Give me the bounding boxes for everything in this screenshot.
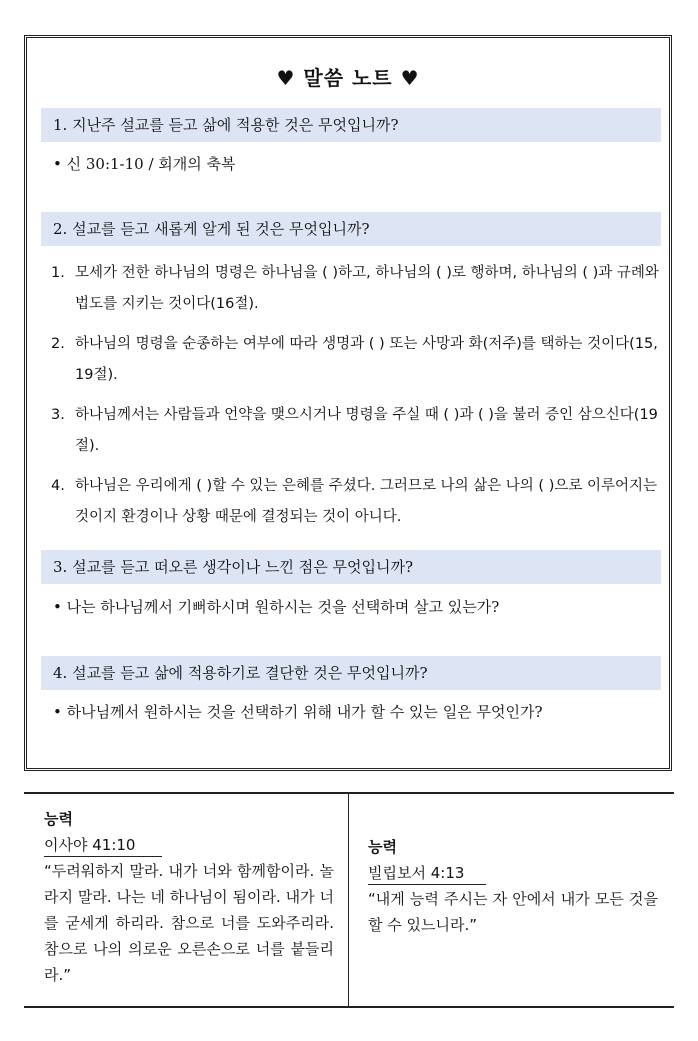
item-text: 하나님은 우리에게 ( )할 수 있는 은혜를 주셨다. 그러므로 나의 삶은 나의 ( )으로 이루어지는 것이지 환경이나 상황 때문에 결정되는 것이 아니다.: [75, 478, 658, 525]
verse-reference: 이사야 41:10: [44, 834, 162, 857]
verse-right: [368, 834, 658, 938]
verse-text: “내게 능력 주시는 자 안에서 내가 모든 것을 할 수 있느니라.”: [368, 890, 658, 934]
list-item: [51, 471, 663, 533]
item-number: 4.: [51, 478, 65, 494]
answer-1: • 신 30:1-10 / 회개의 축복: [53, 155, 236, 173]
answer-4: • 하나님께서 원하시는 것을 선택하기 위해 내가 할 수 있는 일은 무엇인가?: [53, 703, 543, 721]
question-2: 2. 설교를 듣고 새롭게 알게 된 것은 무엇입니까?: [41, 212, 661, 246]
item-number: 3.: [51, 407, 65, 423]
list-item: [51, 400, 663, 462]
list-item: [51, 329, 663, 391]
item-text: 하나님께서는 사람들과 언약을 맺으시거나 명령을 주실 때 ( )과 ( )을 불러 증인 삼으신다(19절).: [75, 407, 658, 454]
list-item: [51, 258, 663, 320]
verse-text: “두려워하지 말라. 내가 너와 함께함이라. 놀라지 말라. 나는 네 하나님이 됨이라. 내가 너를 굳세게 하리라. 참으로 너를 도와주리라. 참으로 나의 의로운 오른손으로 너를 붙들리라.”: [44, 862, 334, 984]
answer-3: • 나는 하나님께서 기뻐하시며 원하시는 것을 선택하며 살고 있는가?: [53, 598, 500, 616]
verse-left: [44, 806, 334, 988]
sermon-note-box: [24, 35, 672, 771]
question-3: 3. 설교를 듣고 떠오른 생각이나 느낀 점은 무엇입니까?: [41, 550, 661, 584]
note-title: ♥ 말씀 노트 ♥: [276, 66, 420, 90]
column-divider: [348, 794, 349, 1006]
item-number: 1.: [51, 265, 65, 281]
verse-reference: 빌립보서 4:13: [368, 862, 486, 885]
memory-verses: [24, 792, 674, 1008]
item-text: 모세가 전한 하나님의 명령은 하나님을 ( )하고, 하나님의 ( )로 행하며, 하나님의 ( )과 규례와 법도를 지키는 것이다(16절).: [75, 265, 659, 312]
verse-heading: 능력: [44, 810, 73, 828]
question-1: 1. 지난주 설교를 듣고 삶에 적용한 것은 무엇입니까?: [41, 108, 661, 142]
item-number: 2.: [51, 336, 65, 352]
item-text: 하나님의 명령을 순종하는 여부에 따라 생명과 ( ) 또는 사망과 화(저주)를 택하는 것이다(15, 19절).: [75, 336, 658, 383]
question-4: 4. 설교를 듣고 삶에 적용하기로 결단한 것은 무엇입니까?: [41, 656, 661, 690]
verse-heading: 능력: [368, 838, 397, 856]
